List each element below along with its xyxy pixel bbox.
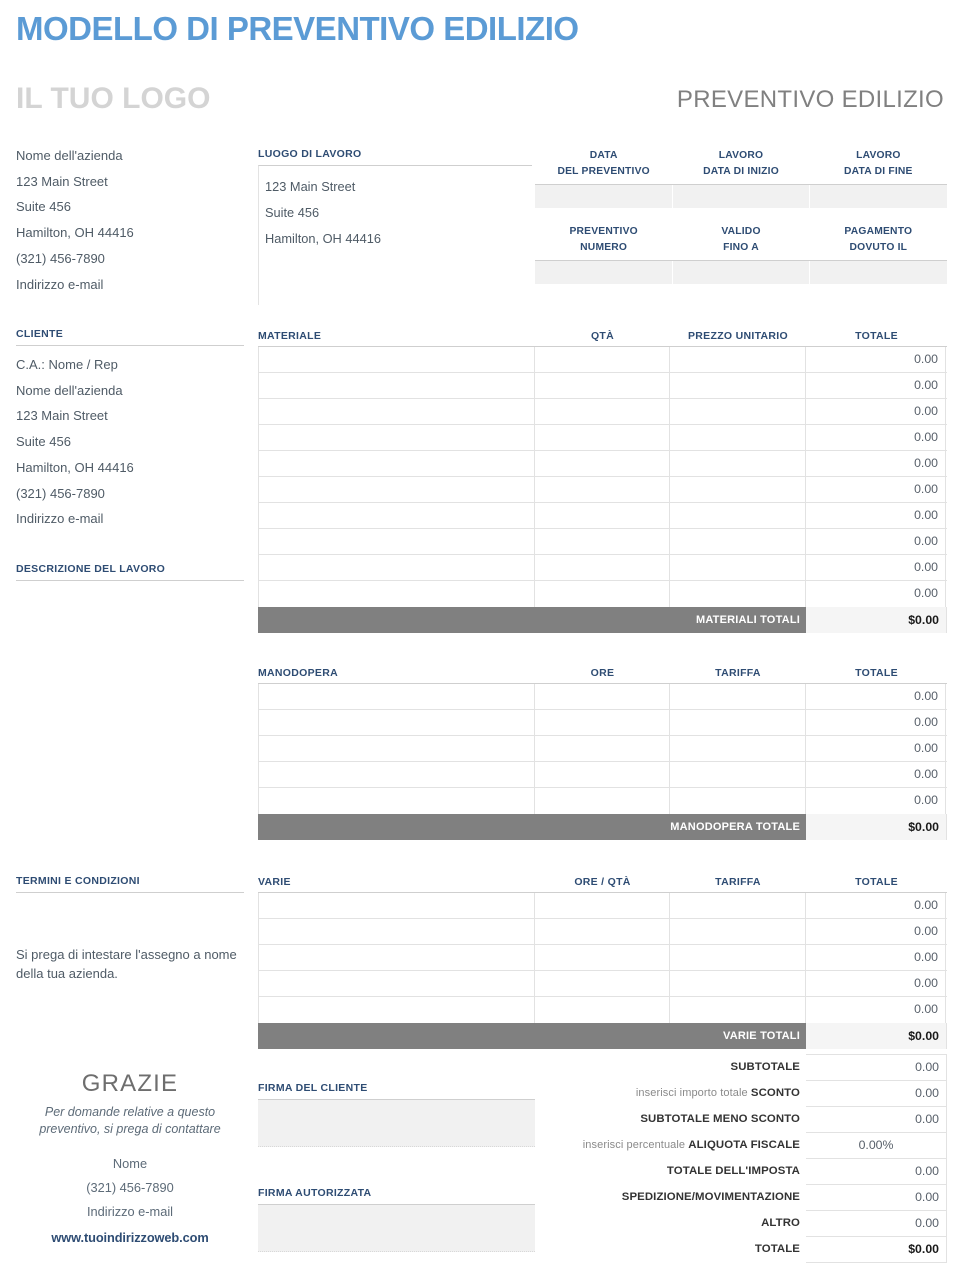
column-header-misc: VARIE bbox=[258, 876, 291, 888]
terms-text[interactable]: Si prega di intestare l'assegno a nome della tua azienda. bbox=[16, 947, 237, 981]
meta-header-cell bbox=[672, 148, 809, 180]
item-qty-cell[interactable] bbox=[535, 684, 670, 709]
item-qty-cell[interactable] bbox=[535, 451, 670, 476]
item-total-cell: 0.00 bbox=[806, 399, 946, 424]
website-link[interactable]: www.tuoindirizzoweb.com bbox=[51, 1230, 209, 1245]
summary-value: 0.00 bbox=[806, 1106, 947, 1132]
item-total-cell: 0.00 bbox=[806, 529, 946, 554]
authorized-signature-label: FIRMA AUTORIZZATA bbox=[258, 1187, 372, 1199]
item-total-cell: 0.00 bbox=[806, 503, 946, 528]
item-total-cell: 0.00 bbox=[806, 945, 946, 970]
table-row bbox=[258, 919, 947, 945]
job-location-label: LUOGO DI LAVORO bbox=[258, 148, 362, 160]
job-location-line[interactable]: 123 Main Street bbox=[265, 179, 356, 194]
table-row bbox=[258, 893, 947, 919]
thank-you-block bbox=[16, 1070, 244, 1245]
item-rate-cell[interactable] bbox=[670, 399, 806, 424]
misc-total-bar bbox=[258, 1023, 947, 1049]
summary-hint: inserisci percentuale bbox=[582, 1139, 689, 1151]
item-qty-cell[interactable] bbox=[535, 555, 670, 580]
company-address-line[interactable]: Nome dell'azienda bbox=[16, 148, 123, 163]
item-qty-cell[interactable] bbox=[535, 503, 670, 528]
client-address-line[interactable]: Hamilton, OH 44416 bbox=[16, 459, 134, 475]
summary-bottom-rule bbox=[806, 1262, 947, 1268]
column-header-material: MATERIALE bbox=[258, 330, 322, 342]
company-address-line[interactable]: 123 Main Street bbox=[16, 173, 108, 189]
client-attn[interactable]: C.A.: Nome / Rep bbox=[16, 357, 118, 372]
item-description-cell[interactable] bbox=[258, 971, 535, 996]
materials-table bbox=[258, 330, 947, 633]
item-total-cell: 0.00 bbox=[806, 477, 946, 502]
summary-label: SUBTOTALE bbox=[730, 1061, 800, 1073]
table-row bbox=[258, 477, 947, 503]
summary-label: TOTALE bbox=[754, 1243, 800, 1255]
meta-label-line1: LAVORO bbox=[856, 150, 901, 161]
table-header-row bbox=[258, 330, 947, 346]
client-phone[interactable]: (321) 456-7890 bbox=[16, 485, 105, 501]
item-rate-cell[interactable] bbox=[670, 788, 806, 814]
item-qty-cell[interactable] bbox=[535, 581, 670, 607]
meta-header-cell bbox=[810, 148, 947, 180]
item-description-cell[interactable] bbox=[258, 997, 535, 1023]
summary-label: inserisci percentuale ALIQUOTA FISCALE bbox=[582, 1139, 800, 1151]
item-qty-cell[interactable] bbox=[535, 762, 670, 787]
summary-label: SUBTOTALE MENO SCONTO bbox=[640, 1113, 800, 1125]
job-location-block bbox=[258, 148, 532, 305]
item-description-cell[interactable] bbox=[258, 503, 535, 528]
item-qty-cell[interactable] bbox=[535, 529, 670, 554]
item-total-cell: 0.00 bbox=[806, 425, 946, 450]
item-qty-cell[interactable] bbox=[535, 477, 670, 502]
table-row bbox=[258, 451, 947, 477]
column-header-rate: TARIFFA bbox=[715, 876, 761, 888]
materials-total-label: MATERIALI TOTALI bbox=[258, 607, 806, 633]
item-description-cell[interactable] bbox=[258, 581, 535, 607]
summary-value[interactable]: 0.00 bbox=[806, 1080, 947, 1106]
misc-total-label: VARIE TOTALI bbox=[258, 1023, 806, 1049]
summary-row bbox=[258, 1054, 947, 1080]
item-rate-cell[interactable] bbox=[670, 919, 806, 944]
meta-label-line2: DATA DI INIZIO bbox=[703, 166, 779, 177]
misc-total-value: $0.00 bbox=[806, 1023, 947, 1049]
item-qty-cell[interactable] bbox=[535, 425, 670, 450]
column-header-labour: MANODOPERA bbox=[258, 667, 339, 679]
table-body bbox=[258, 346, 947, 607]
authorized-signature-input[interactable] bbox=[258, 1204, 535, 1252]
terms-block bbox=[16, 875, 244, 983]
summary-label: SPEDIZIONE/MOVIMENTAZIONE bbox=[621, 1191, 800, 1203]
item-description-cell[interactable] bbox=[258, 788, 535, 814]
job-location-input[interactable] bbox=[258, 165, 532, 305]
work-description-block bbox=[16, 563, 244, 841]
item-total-cell: 0.00 bbox=[806, 684, 946, 709]
column-header-hours-qty: ORE / QTÀ bbox=[574, 876, 631, 888]
item-total-cell: 0.00 bbox=[806, 451, 946, 476]
item-rate-cell[interactable] bbox=[670, 710, 806, 735]
column-header-total: TOTALE bbox=[855, 330, 898, 342]
item-rate-cell[interactable] bbox=[670, 762, 806, 787]
table-row bbox=[258, 347, 947, 373]
item-total-cell: 0.00 bbox=[806, 373, 946, 398]
item-description-cell[interactable] bbox=[258, 710, 535, 735]
table-row bbox=[258, 373, 947, 399]
table-row bbox=[258, 997, 947, 1023]
job-location-line[interactable]: Hamilton, OH 44416 bbox=[265, 231, 381, 246]
client-signature-label: FIRMA DEL CLIENTE bbox=[258, 1082, 368, 1094]
summary-label: ALTRO bbox=[761, 1217, 800, 1229]
column-header-hours: ORE bbox=[590, 667, 615, 679]
client-signature-input[interactable] bbox=[258, 1099, 535, 1147]
materials-total-value: $0.00 bbox=[806, 607, 947, 633]
item-rate-cell[interactable] bbox=[670, 555, 806, 580]
meta-label-line1: PREVENTIVO bbox=[569, 226, 638, 237]
table-body bbox=[258, 683, 947, 814]
contact-name[interactable]: Nome bbox=[112, 1156, 148, 1171]
item-description-cell[interactable] bbox=[258, 373, 535, 398]
job-location-line[interactable]: Suite 456 bbox=[265, 205, 320, 220]
terms-section-label: TERMINI E CONDIZIONI bbox=[16, 875, 140, 887]
summary-value[interactable]: 0.00% bbox=[806, 1132, 947, 1158]
summary-value: 0.00 bbox=[806, 1184, 947, 1210]
meta-label-line2: DOVUTO IL bbox=[849, 242, 908, 253]
item-rate-cell[interactable] bbox=[670, 529, 806, 554]
column-header-unit-price: PREZZO UNITARIO bbox=[688, 330, 788, 342]
table-body bbox=[258, 892, 947, 1023]
table-row bbox=[258, 762, 947, 788]
labour-total-value: $0.00 bbox=[806, 814, 947, 840]
table-row bbox=[258, 710, 947, 736]
document-type-label: PREVENTIVO EDILIZIO bbox=[676, 86, 944, 113]
quote-meta-grid bbox=[535, 148, 947, 284]
item-description-cell[interactable] bbox=[258, 684, 535, 709]
item-rate-cell[interactable] bbox=[670, 893, 806, 918]
item-rate-cell[interactable] bbox=[670, 581, 806, 607]
summary-row bbox=[258, 1158, 947, 1184]
table-row bbox=[258, 529, 947, 555]
meta-header-row bbox=[535, 148, 947, 180]
summary-value: 0.00 bbox=[806, 1210, 947, 1236]
materials-total-bar bbox=[258, 607, 947, 633]
item-qty-cell[interactable] bbox=[535, 997, 670, 1023]
item-total-cell: 0.00 bbox=[806, 581, 946, 607]
item-rate-cell[interactable] bbox=[670, 971, 806, 996]
item-rate-cell[interactable] bbox=[670, 373, 806, 398]
company-email[interactable]: Indirizzo e-mail bbox=[16, 276, 104, 292]
meta-label-line2: FINO A bbox=[723, 242, 759, 253]
item-total-cell: 0.00 bbox=[806, 736, 946, 761]
column-header-total: TOTALE bbox=[855, 667, 898, 679]
table-header-row bbox=[258, 876, 947, 892]
work-description-input[interactable] bbox=[16, 581, 244, 841]
item-total-cell: 0.00 bbox=[806, 893, 946, 918]
item-total-cell: 0.00 bbox=[806, 971, 946, 996]
quote-number-input[interactable] bbox=[535, 261, 673, 284]
meta-header-cell bbox=[535, 148, 672, 180]
table-row bbox=[258, 788, 947, 814]
summary-value: 0.00 bbox=[806, 1054, 947, 1080]
meta-label-line1: PAGAMENTO bbox=[844, 226, 913, 237]
item-qty-cell[interactable] bbox=[535, 919, 670, 944]
summary-value: 0.00 bbox=[806, 1158, 947, 1184]
table-row bbox=[258, 425, 947, 451]
table-row bbox=[258, 736, 947, 762]
item-qty-cell[interactable] bbox=[535, 347, 670, 372]
page-title: MODELLO DI PREVENTIVO EDILIZIO bbox=[16, 10, 579, 47]
item-description-cell[interactable] bbox=[258, 347, 535, 372]
table-header-row bbox=[258, 667, 947, 683]
meta-label-line1: DATA bbox=[589, 150, 618, 161]
meta-header-cell bbox=[672, 224, 809, 256]
job-start-date-input[interactable] bbox=[673, 185, 811, 208]
meta-header-row bbox=[535, 224, 947, 256]
item-description-cell[interactable] bbox=[258, 529, 535, 554]
item-qty-cell[interactable] bbox=[535, 788, 670, 814]
meta-header-cell bbox=[810, 224, 947, 256]
labour-total-bar bbox=[258, 814, 947, 840]
item-description-cell[interactable] bbox=[258, 919, 535, 944]
table-row bbox=[258, 971, 947, 997]
meta-header-cell bbox=[535, 224, 672, 256]
item-rate-cell[interactable] bbox=[670, 425, 806, 450]
item-total-cell: 0.00 bbox=[806, 710, 946, 735]
summary-label: TOTALE DELL'IMPOSTA bbox=[666, 1165, 800, 1177]
item-description-cell[interactable] bbox=[258, 893, 535, 918]
divider bbox=[16, 345, 244, 346]
item-description-cell[interactable] bbox=[258, 555, 535, 580]
item-rate-cell[interactable] bbox=[670, 997, 806, 1023]
table-row bbox=[258, 945, 947, 971]
meta-label-line1: VALIDO bbox=[721, 226, 761, 237]
misc-table bbox=[258, 876, 947, 1049]
spacer bbox=[535, 208, 947, 224]
meta-label-line1: LAVORO bbox=[718, 150, 764, 161]
contact-email[interactable]: Indirizzo e-mail bbox=[86, 1204, 174, 1219]
table-row bbox=[258, 399, 947, 425]
work-description-label: DESCRIZIONE DEL LAVORO bbox=[16, 563, 166, 575]
company-address-block bbox=[16, 143, 244, 297]
item-total-cell: 0.00 bbox=[806, 762, 946, 787]
item-description-cell[interactable] bbox=[258, 425, 535, 450]
summary-value: $0.00 bbox=[806, 1236, 947, 1262]
labour-total-label: MANODOPERA TOTALE bbox=[258, 814, 806, 840]
item-total-cell: 0.00 bbox=[806, 347, 946, 372]
item-rate-cell[interactable] bbox=[670, 451, 806, 476]
item-qty-cell[interactable] bbox=[535, 945, 670, 970]
quote-date-input[interactable] bbox=[535, 185, 673, 208]
client-signature-block bbox=[258, 1082, 535, 1147]
item-rate-cell[interactable] bbox=[670, 477, 806, 502]
meta-label-line2: DEL PREVENTIVO bbox=[557, 166, 650, 177]
item-rate-cell[interactable] bbox=[670, 945, 806, 970]
summary-label: inserisci importo totale SCONTO bbox=[635, 1087, 800, 1099]
item-total-cell: 0.00 bbox=[806, 997, 946, 1023]
client-section-label: CLIENTE bbox=[16, 328, 64, 340]
client-address-line[interactable]: 123 Main Street bbox=[16, 408, 108, 424]
item-rate-cell[interactable] bbox=[670, 347, 806, 372]
table-row bbox=[258, 503, 947, 529]
column-header-qty: QTÀ bbox=[590, 330, 615, 342]
meta-input-row bbox=[535, 260, 947, 284]
summary-hint: inserisci importo totale bbox=[635, 1087, 751, 1099]
item-qty-cell[interactable] bbox=[535, 399, 670, 424]
table-row bbox=[258, 555, 947, 581]
item-description-cell[interactable] bbox=[258, 736, 535, 761]
item-description-cell[interactable] bbox=[258, 399, 535, 424]
company-phone[interactable]: (321) 456-7890 bbox=[16, 250, 105, 266]
item-qty-cell[interactable] bbox=[535, 710, 670, 735]
item-description-cell[interactable] bbox=[258, 477, 535, 502]
client-address-line[interactable]: Suite 456 bbox=[16, 434, 71, 450]
meta-input-row bbox=[535, 184, 947, 208]
item-description-cell[interactable] bbox=[258, 762, 535, 787]
item-rate-cell[interactable] bbox=[670, 503, 806, 528]
thank-you-subtitle: Per domande relative a questo preventivo, si prega di contattare bbox=[39, 1105, 221, 1136]
item-total-cell: 0.00 bbox=[806, 788, 946, 814]
item-description-cell[interactable] bbox=[258, 451, 535, 476]
meta-label-line2: DATA DI FINE bbox=[844, 166, 913, 177]
item-qty-cell[interactable] bbox=[535, 893, 670, 918]
item-total-cell: 0.00 bbox=[806, 919, 946, 944]
divider bbox=[16, 892, 244, 893]
client-email[interactable]: Indirizzo e-mail bbox=[16, 511, 104, 527]
payment-due-input[interactable] bbox=[810, 261, 947, 284]
table-row bbox=[258, 581, 947, 607]
contact-phone[interactable]: (321) 456-7890 bbox=[86, 1180, 174, 1195]
item-qty-cell[interactable] bbox=[535, 373, 670, 398]
meta-label-line2: NUMERO bbox=[580, 242, 628, 253]
job-end-date-input[interactable] bbox=[810, 185, 947, 208]
valid-until-input[interactable] bbox=[673, 261, 811, 284]
item-description-cell[interactable] bbox=[258, 945, 535, 970]
client-company[interactable]: Nome dell'azienda bbox=[16, 382, 123, 398]
client-block bbox=[16, 328, 244, 532]
company-address-line[interactable]: Hamilton, OH 44416 bbox=[16, 225, 134, 241]
item-qty-cell[interactable] bbox=[535, 736, 670, 761]
authorized-signature-block bbox=[258, 1187, 535, 1252]
table-row bbox=[258, 684, 947, 710]
item-rate-cell[interactable] bbox=[670, 736, 806, 761]
company-address-line[interactable]: Suite 456 bbox=[16, 199, 71, 215]
item-qty-cell[interactable] bbox=[535, 971, 670, 996]
column-header-total: TOTALE bbox=[855, 876, 898, 888]
column-header-rate: TARIFFA bbox=[715, 667, 761, 679]
item-total-cell: 0.00 bbox=[806, 555, 946, 580]
logo-placeholder[interactable]: IL TUO LOGO bbox=[16, 82, 211, 115]
labour-table bbox=[258, 667, 947, 840]
item-rate-cell[interactable] bbox=[670, 684, 806, 709]
thank-you-title: GRAZIE bbox=[81, 1070, 179, 1097]
